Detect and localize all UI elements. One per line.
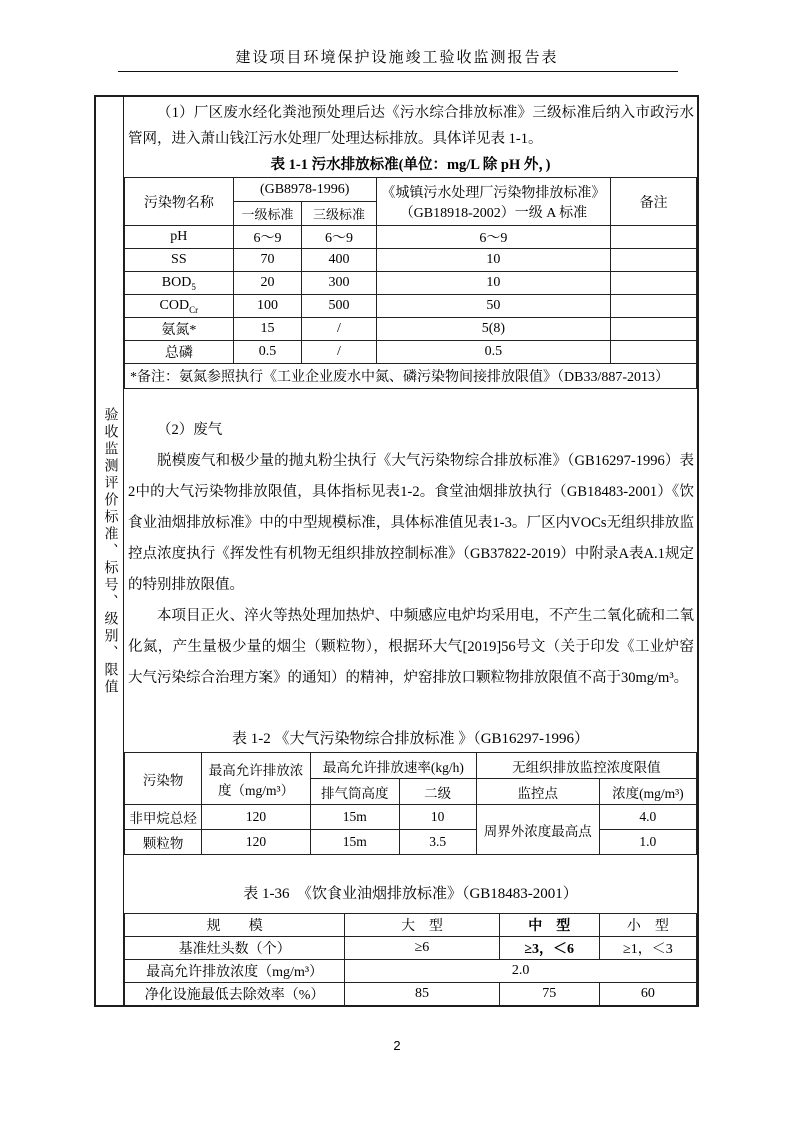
- table-row: [125, 937, 697, 960]
- table-1-1: [124, 177, 697, 389]
- table-cell: 2.0: [345, 960, 697, 983]
- table-cell: 6～9: [302, 226, 376, 249]
- para-waste-gas: 脱模废气和极少量的抛丸粉尘执行《大气污染物综合排放标准》（GB16297-1996）表2中的大气污染物排放限值，具体指标见表1-2。食堂油烟排放执行（GB18483-2001）《饮食业油烟排放标准》中的中型规模标准，具体标准值见表1-3。厂区内VOCs无组织排放监控点浓度执行《挥发性有机物无组织排放控制标准》（GB37822-2019）中附录A表A.1规定的特别排放限值。: [128, 453, 694, 593]
- table-row: [125, 960, 697, 983]
- header-rule: [118, 71, 678, 72]
- table-cell: 100: [233, 295, 302, 318]
- table-cell: ≥1，＜3: [599, 937, 696, 960]
- table-cell: 500: [302, 295, 376, 318]
- table-1-36: [124, 913, 697, 1005]
- pollutant-name-cell: $COD_{Cr}$: [125, 295, 234, 318]
- table-cell: 周界外浓度最高点: [476, 805, 599, 855]
- table-cell: ≥6: [345, 937, 499, 960]
- table-row: [125, 318, 697, 341]
- table-row: [125, 178, 697, 202]
- table-cell: 非甲烷总烃: [125, 805, 202, 830]
- table-cell: 4.0: [599, 805, 696, 830]
- table-cell: 15m: [310, 830, 399, 855]
- column-header: 大 型: [345, 914, 499, 937]
- column-header: 小 型: [599, 914, 696, 937]
- table-cell: 10: [399, 805, 476, 830]
- table-cell: 15m: [310, 805, 399, 830]
- column-header: 无组织排放监控浓度限值: [476, 753, 696, 779]
- table-cell: 120: [202, 830, 311, 855]
- page-number: 2: [393, 1038, 401, 1053]
- table-cell: 85: [345, 983, 499, 1006]
- column-header: 备注: [611, 178, 697, 226]
- table-row: [125, 983, 697, 1006]
- table-1-36-title: 表 1-36 《饮食业油烟排放标准》（GB18483-2001）: [243, 886, 578, 902]
- para-furnace: 本项目正火、淬火等热处理加热炉、中频感应电炉均采用电，不产生二氧化硫和二氧化氮，产生量极少量的烟尘（颗粒物），根据环大气[2019]56号文（关于印发《工业炉窑大气污染综合治理方案》的通知）的精神，炉窑排放口颗粒物排放限值不高于30mg/m³。: [128, 608, 694, 686]
- table-cell: 6～9: [233, 226, 302, 249]
- row-label: 最高允许排放浓度（mg/m³）: [125, 960, 345, 983]
- column-header: 污染物: [125, 753, 202, 805]
- table-cell: 3.5: [399, 830, 476, 855]
- table-cell: 0.5: [376, 341, 611, 364]
- table-1-1-title: 表 1-1 污水排放标准(单位：mg/L 除 pH 外，): [270, 157, 551, 173]
- table-row: [125, 272, 697, 295]
- table-cell: /: [302, 318, 376, 341]
- rowheader-acceptance-standards: [96, 97, 124, 1005]
- table-cell: 60: [599, 983, 696, 1006]
- table-cell: /: [302, 341, 376, 364]
- table-cell: 70: [233, 249, 302, 272]
- table-row: [125, 753, 697, 779]
- table-cell: 6～9: [376, 226, 611, 249]
- table-cell: [611, 341, 697, 364]
- column-header: (GB8978-1996): [233, 178, 376, 202]
- table-note: *备注：氨氮参照执行《工业企业废水中氮、磷污染物间接排放限值》（DB33/887-2013）: [125, 364, 697, 389]
- pollutant-name-cell: 总磷: [125, 341, 234, 364]
- para-wastewater: （1）厂区废水经化粪池预处理后达《污水综合排放标准》三级标准后纳入市政污水管网，进入萧山钱江污水处理厂处理达标排放。具体详见表 1-1。: [128, 105, 694, 147]
- row-label: 基准灶头数（个）: [125, 937, 345, 960]
- table-cell: 20: [233, 272, 302, 295]
- table-cell: 颗粒物: [125, 830, 202, 855]
- table-row: [125, 805, 697, 830]
- column-header: 《城镇污水处理厂污染物排放标准》（GB18918-2002）一级 A 标准: [376, 178, 611, 226]
- column-header: 最高允许排放速率(kg/h): [310, 753, 476, 779]
- table-cell: ≥3，＜6: [499, 937, 599, 960]
- form-content: [124, 97, 697, 1005]
- table-cell: 10: [376, 249, 611, 272]
- pollutant-name-cell: SS: [125, 249, 234, 272]
- table-cell: 400: [302, 249, 376, 272]
- table-cell: [611, 295, 697, 318]
- table-cell: 120: [202, 805, 311, 830]
- table-cell: [611, 272, 697, 295]
- table-cell: 300: [302, 272, 376, 295]
- table-cell: [611, 318, 697, 341]
- table-cell: 10: [376, 272, 611, 295]
- section-waste-gas-heading: （2）废气: [157, 422, 223, 438]
- table-1-2: [124, 752, 697, 855]
- table-cell: [611, 249, 697, 272]
- column-header: 污染物名称: [125, 178, 234, 226]
- table-cell: 15: [233, 318, 302, 341]
- column-header: 监控点: [476, 779, 599, 805]
- table-cell: 75: [499, 983, 599, 1006]
- column-header: 三级标准: [302, 202, 376, 226]
- column-header: 排气筒高度: [310, 779, 399, 805]
- table-1-2-title: 表 1-2 《大气污染物综合排放标准 》（GB16297-1996）: [231, 731, 590, 747]
- column-header: 规 模: [125, 914, 345, 937]
- table-cell: [611, 226, 697, 249]
- table-row: [125, 364, 697, 389]
- table-row: [125, 295, 697, 318]
- section-waste-gas: [128, 415, 694, 694]
- table-row: [125, 914, 697, 937]
- column-header: 中 型: [499, 914, 599, 937]
- doc-title: 建设项目环境保护设施竣工验收监测报告表: [235, 50, 559, 66]
- column-header: 二级: [399, 779, 476, 805]
- table-row: [125, 830, 697, 855]
- column-header: 最高允许排放浓度（mg/m³）: [202, 753, 311, 805]
- table-row: [125, 341, 697, 364]
- form-border: [94, 95, 699, 1007]
- pollutant-name-cell: $BOD_5$: [125, 272, 234, 295]
- table-row: [125, 249, 697, 272]
- table-row: [125, 226, 697, 249]
- column-header: 浓度(mg/m³): [599, 779, 696, 805]
- pollutant-name-cell: 氨氮*: [125, 318, 234, 341]
- table-cell: 1.0: [599, 830, 696, 855]
- table-cell: 50: [376, 295, 611, 318]
- row-label: 净化设施最低去除效率（%）: [125, 983, 345, 1006]
- pollutant-name-cell: pH: [125, 226, 234, 249]
- table-cell: 0.5: [233, 341, 302, 364]
- column-header: 一级标准: [233, 202, 302, 226]
- sidebar-label: 验收监测评价标准、标号、级别、限值: [102, 406, 118, 696]
- table-cell: 5(8): [376, 318, 611, 341]
